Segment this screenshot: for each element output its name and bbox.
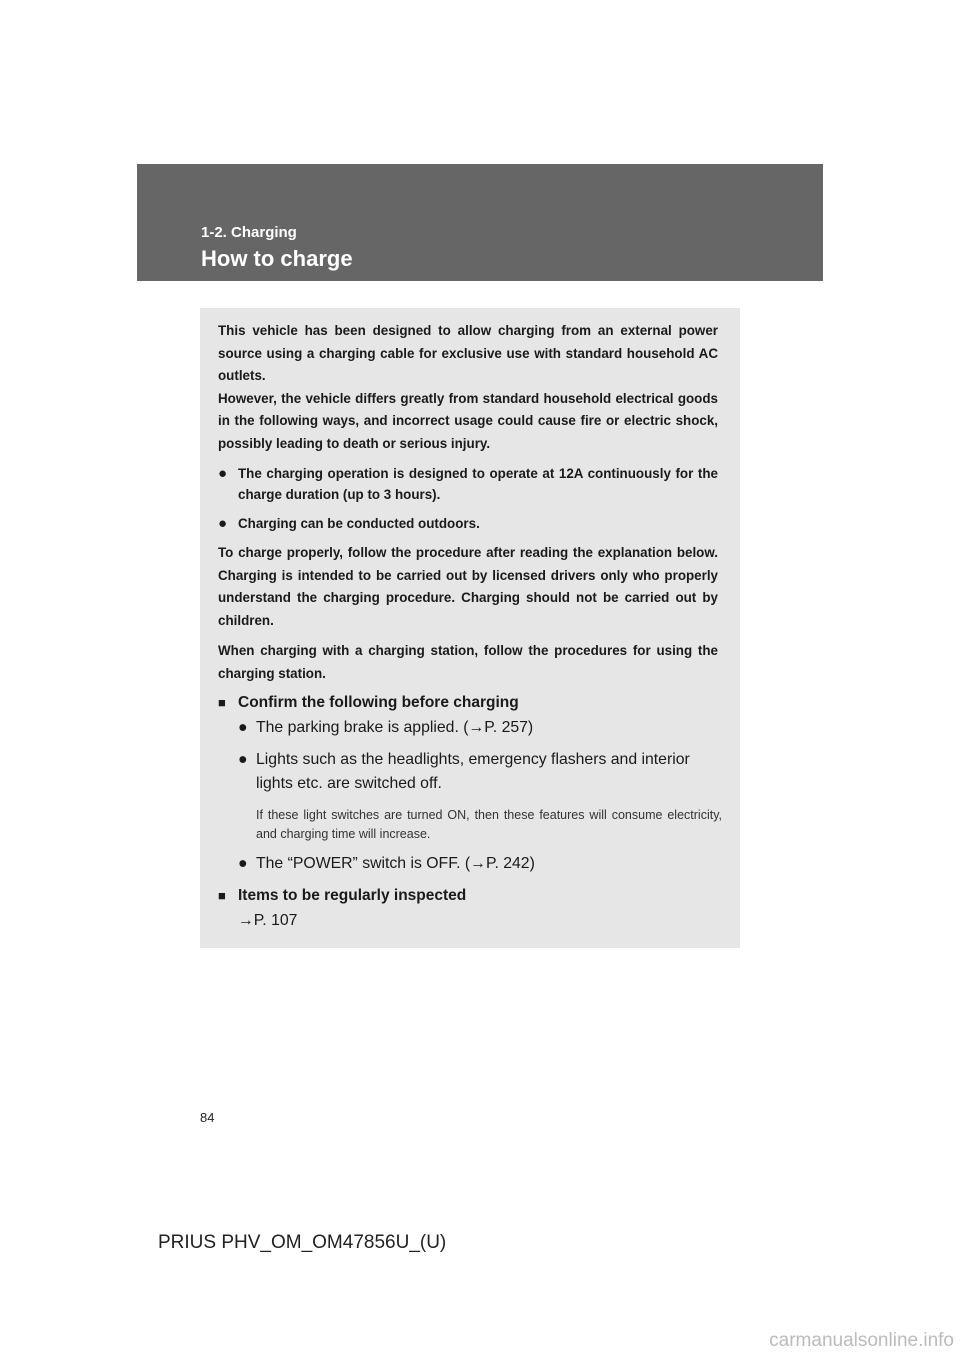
list-item-text: The charging operation is designed to operate at 12A continuously for the charge duration (up to 3 hours). [238, 466, 718, 502]
bullet-icon: ● [218, 515, 228, 532]
note-text: If these light switches are turned ON, then these features will consume electricity, and charging time will increase. [256, 808, 722, 841]
page-number: 84 [200, 1110, 215, 1125]
intro-paragraph: To charge properly, follow the procedure after reading the explanation below. Charging is intended to be carried out by licensed drivers only who properly understand the charging procedure. Charging should not be carried out by children. [218, 545, 718, 628]
watermark: carmanualsonline.info [769, 1330, 954, 1351]
list-item-text: Lights such as the headlights, emergency flashers and interior lights etc. are switched off. [256, 751, 690, 792]
page-reference: →P. 107 [238, 912, 298, 929]
square-bullet-icon: ■ [218, 695, 226, 710]
list-item [218, 748, 722, 796]
document-code: PRIUS PHV_OM_OM47856U_(U) [158, 1232, 447, 1253]
intro-section [218, 320, 718, 685]
confirm-section [218, 692, 722, 933]
list-item-text: Charging can be conducted outdoors. [238, 516, 480, 531]
page-title: How to charge [201, 246, 353, 271]
intro-paragraph: When charging with a charging station, follow the procedures for using the charging station. [218, 643, 718, 681]
list-item [218, 513, 718, 534]
bullet-icon: ● [238, 719, 248, 736]
bullet-icon: ● [218, 465, 228, 482]
square-bullet-icon: ■ [218, 888, 226, 903]
list-item-text: The “POWER” switch is OFF. (→P. 242) [256, 855, 535, 872]
bullet-icon: ● [238, 855, 248, 872]
intro-paragraph: This vehicle has been designed to allow charging from an external power source using a charging cable for exclusive use with standard household AC outlets. [218, 323, 718, 383]
chapter-header [137, 164, 823, 281]
section-label: 1-2. Charging [201, 224, 297, 241]
content-box [200, 308, 740, 948]
section-heading [218, 692, 722, 714]
bullet-icon: ● [238, 751, 248, 768]
section-heading-text: Items to be regularly inspected [238, 887, 467, 904]
section-heading [218, 885, 722, 907]
section-heading-text: Confirm the following before charging [238, 694, 519, 711]
list-item [218, 852, 722, 876]
intro-paragraph: However, the vehicle differs greatly from standard household electrical goods in the following ways, and incorrect usage could cause fire or electric shock, possibly leading to death or serious injury. [218, 390, 718, 451]
list-item [218, 463, 718, 505]
list-item [218, 716, 722, 740]
list-item-text: The parking brake is applied. (→P. 257) [256, 719, 534, 736]
